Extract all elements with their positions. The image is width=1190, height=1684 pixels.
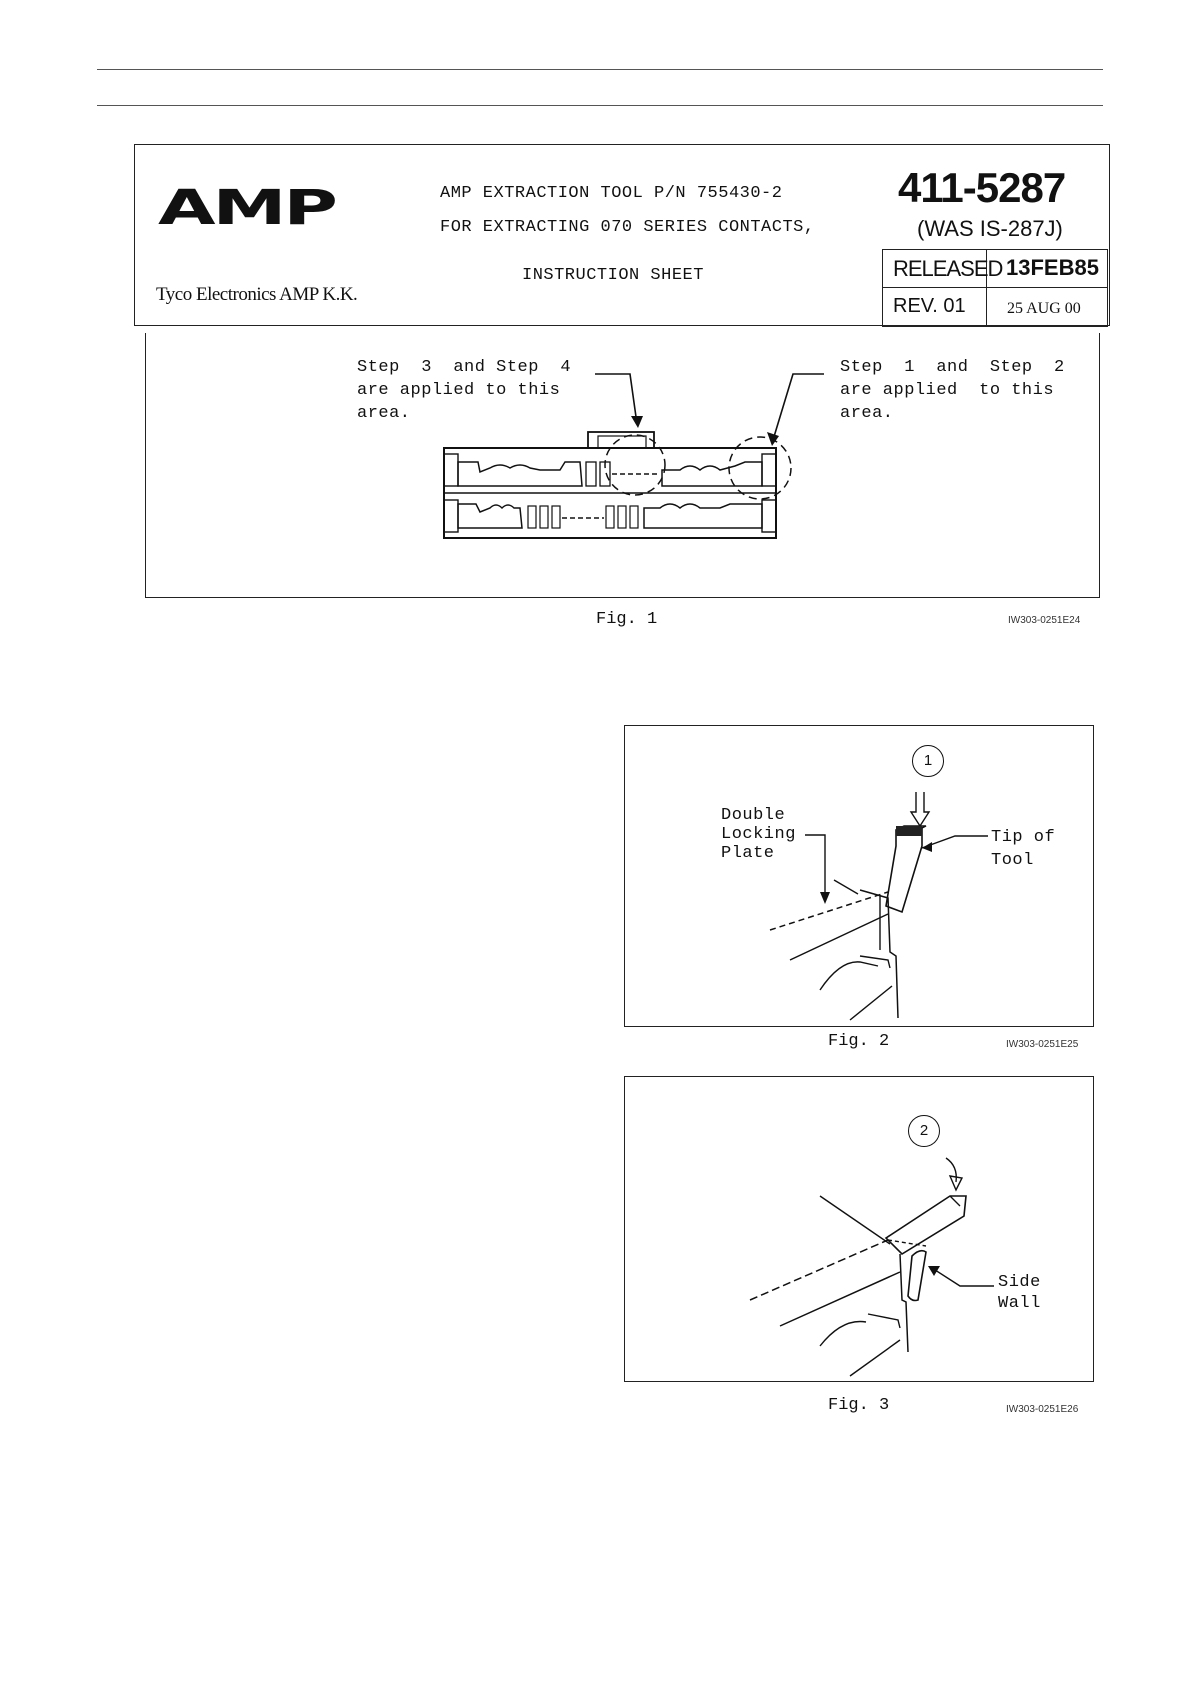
fig1-label-step3-4: Step 3 and Step 4 are applied to this area. bbox=[357, 358, 572, 423]
was-number: (WAS IS-287J) bbox=[917, 216, 1063, 241]
fig3-code: IW303-0251E26 bbox=[1006, 1404, 1079, 1415]
released-label: RELEASED bbox=[893, 256, 1003, 281]
fig1-code: IW303-0251E24 bbox=[1008, 615, 1081, 626]
released-date: 13FEB85 bbox=[1006, 255, 1099, 280]
fig3-label-side-wall: Side Wall bbox=[998, 1273, 1041, 1313]
amp-logo: AMP bbox=[158, 180, 335, 236]
fig3-step-number: 2 bbox=[919, 1122, 929, 1139]
rev-label: REV. 01 bbox=[893, 295, 966, 317]
fig2-label-tip-of-tool: Tip of Tool bbox=[991, 828, 1056, 870]
fig2-step-number: 1 bbox=[923, 752, 933, 769]
company-name: Tyco Electronics AMP K.K. bbox=[156, 284, 358, 305]
fig1-caption: Fig. 1 bbox=[596, 610, 658, 629]
fig3-caption: Fig. 3 bbox=[828, 1396, 890, 1415]
document-number: 411-5287 bbox=[898, 164, 1066, 211]
rev-date: 25 AUG 00 bbox=[1007, 300, 1081, 317]
fig2-label-double-locking-plate: Double Locking Plate bbox=[721, 806, 796, 863]
fig1-label-step1-2: Step 1 and Step 2 are applied to this area. bbox=[840, 358, 1065, 423]
fig2-code: IW303-0251E25 bbox=[1006, 1039, 1079, 1050]
title-line-3: INSTRUCTION SHEET bbox=[522, 266, 704, 285]
fig2-caption: Fig. 2 bbox=[828, 1032, 890, 1051]
title-line-1: AMP EXTRACTION TOOL P/N 755430-2 bbox=[440, 184, 783, 203]
title-line-2: FOR EXTRACTING 070 SERIES CONTACTS, bbox=[440, 218, 815, 237]
